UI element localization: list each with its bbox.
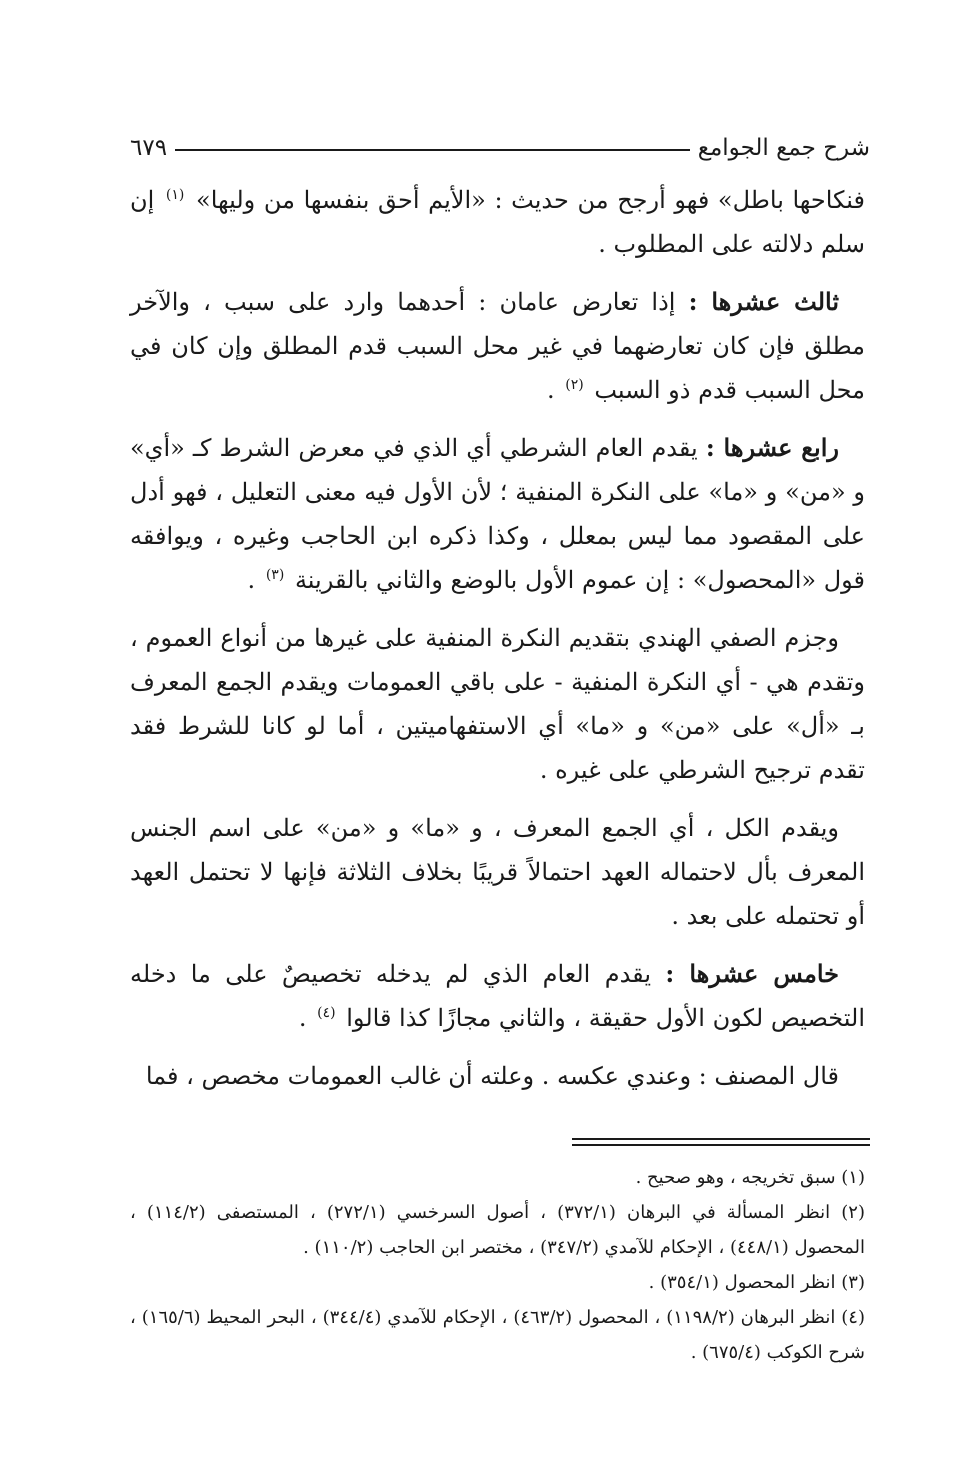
footnote-rule-bottom bbox=[572, 1144, 870, 1146]
paragraph bbox=[130, 1054, 865, 1098]
footnote-ref: (٢) bbox=[565, 377, 584, 393]
paragraph-text: يقدم العام الذي لم يدخله تخصيصٌ على ما دخله التخصيص لكون الأول حقيقة ، والثاني مجازًا كذا قالوا bbox=[130, 960, 865, 1032]
paragraph-text: إذا تعارض عامان : أحدهما وارد على سبب ، والآخر مطلق فإن كان تعارضهما في غير محل السبب قدم المطلق وإن كان في محل السبب قدم ذو السبب bbox=[130, 288, 865, 404]
footnote-ref: (٣) bbox=[265, 567, 285, 583]
paragraph-tail: . bbox=[298, 1004, 307, 1032]
footnote: (١) سبق تخريجه ، وهو صحيح . bbox=[635, 1167, 865, 1188]
paragraph-tail: إن سلم دلالته على المطلوب . bbox=[130, 186, 865, 258]
paragraph-tail: . bbox=[546, 376, 555, 404]
footnote: (٣) انظر المحصول (٣٥٤/١) . bbox=[648, 1272, 865, 1293]
paragraph bbox=[130, 426, 865, 602]
section-heading: ثالث عشرها : bbox=[688, 287, 840, 316]
paragraph bbox=[130, 178, 865, 266]
section-heading: خامس عشرها : bbox=[665, 959, 839, 988]
paragraph-text: فنكاحها باطل» فهو أرجح من حديث : «الأيم أحق بنفسها من وليها» bbox=[196, 186, 865, 214]
footnote-ref: (١) bbox=[165, 187, 185, 203]
paragraph-text: قال المصنف : وعندي عكسه . وعلته أن غالب العمومات مخصص ، فما bbox=[145, 1062, 839, 1090]
paragraph bbox=[130, 806, 865, 938]
paragraph-tail: . bbox=[247, 566, 256, 594]
paragraph bbox=[130, 280, 865, 412]
paragraph-text: ويقدم الكل ، أي الجمع المعرف ، و «ما» و «من» على اسم الجنس المعرف بأل لاحتماله العهد احتمالاً قريبًا بخلاف الثلاثة فإنها لا تحتمل العهد أو تحتمله على بعد . bbox=[130, 814, 865, 930]
main-text bbox=[130, 178, 865, 1112]
page-number: ٦٧٩ bbox=[130, 135, 168, 161]
paragraph-text: يقدم العام الشرطي أي الذي في معرض الشرط كـ «أي» و «من» و «ما» على النكرة المنفية ؛ لأن الأول فيه معنى التعليل ، فهو أدل على المقصود مما ليس بمعلل ، وكذا ذكره ابن الحاجب وغيره ، ويوافقه قول «المحصول» : إن عموم الأول بالوضع والثاني بالقرينة bbox=[130, 434, 865, 594]
footnote-ref: (٤) bbox=[317, 1005, 336, 1021]
running-header bbox=[130, 126, 870, 170]
paragraph bbox=[130, 952, 865, 1040]
paragraph bbox=[130, 616, 865, 792]
running-title: شرح جمع الجوامع bbox=[697, 135, 870, 161]
section-heading: رابع عشرها : bbox=[705, 433, 839, 462]
footnote-rule-top bbox=[572, 1138, 870, 1140]
footnotes bbox=[130, 1160, 865, 1370]
paragraph-text: وجزم الصفي الهندي بتقديم النكرة المنفية على غيرها من أنواع العموم ، وتقدم هي - أي النكرة المنفية - على باقي العمومات ويقدم الجمع المعرف بـ «أل» على «من» و «ما» أي الاستفهاميتين ، أما لو كانا للشرط فقد تقدم ترجيح الشرطي على غيره . bbox=[130, 624, 865, 784]
footnote: (٢) انظر المسألة في البرهان (٣٧٢/١) ، أصول السرخسي (٢٧٢/١) ، المستصفى (١١٤/٢) ، المحصول (٤٤٨/١) ، الإحكام للآمدي (٣٤٧/٢) ، مختصر ابن الحاجب (١١٠/٢) . bbox=[130, 1202, 865, 1258]
footnote-separator bbox=[572, 1138, 870, 1146]
footnote: (٤) انظر البرهان (١١٩٨/٢) ، المحصول (٤٦٣/٢) ، الإحكام للآمدي (٣٤٤/٤) ، البحر المحيط (١٦٥/٦) ، شرح الكوكب (٦٧٥/٤) . bbox=[130, 1307, 865, 1363]
header-rule bbox=[175, 149, 690, 151]
